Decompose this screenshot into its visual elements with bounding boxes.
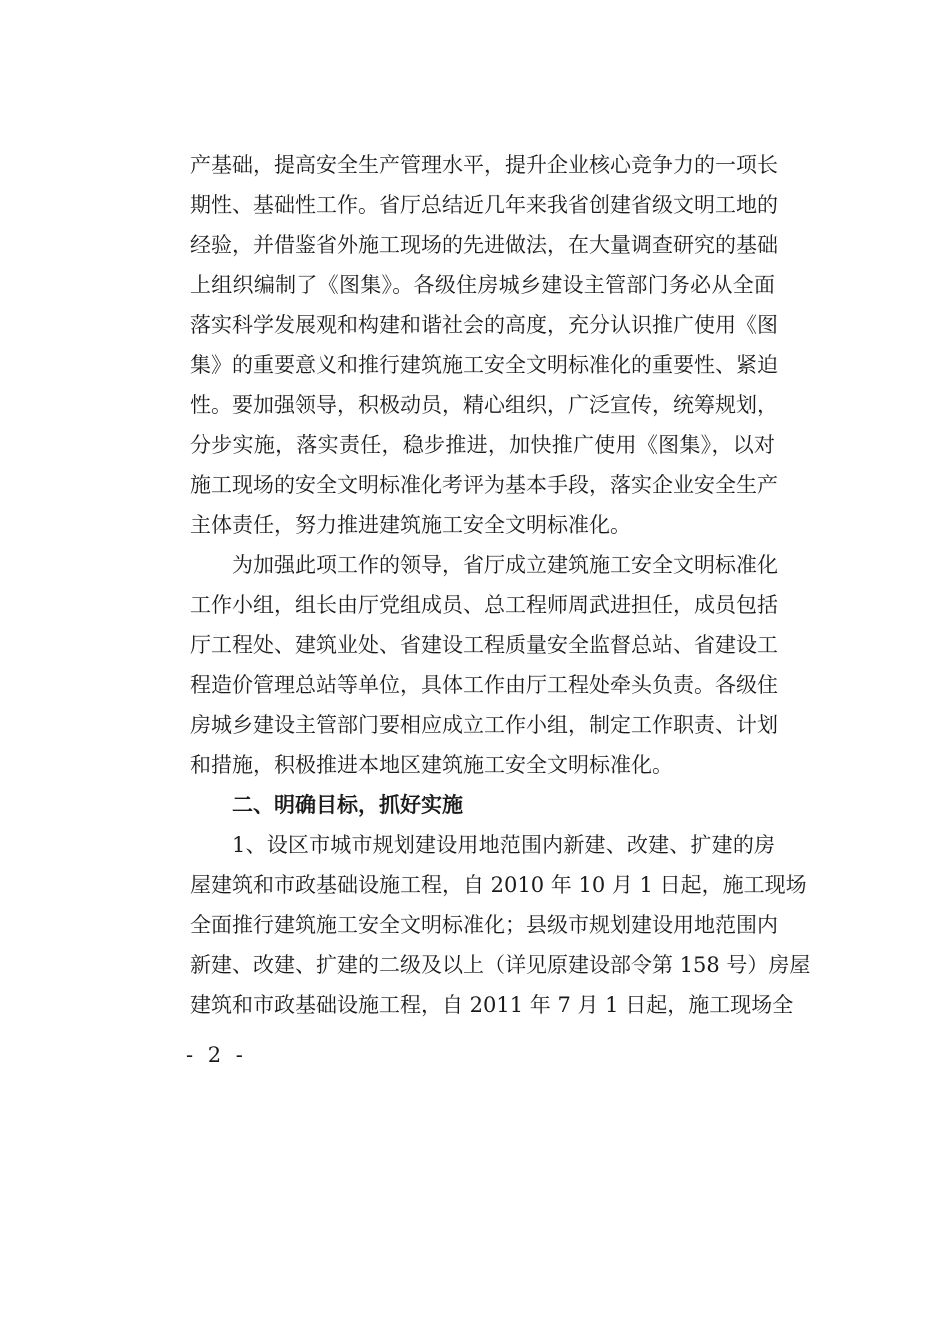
text-line: 新建、改建、扩建的二级及以上（详见原建设部令第 158 号）房屋 — [190, 953, 811, 977]
text-line: 程造价管理总站等单位，具体工作由厅工程处牵头负责。各级住 — [190, 673, 778, 697]
text-line: 落实科学发展观和构建和谐社会的高度，充分认识推广使用《图 — [190, 313, 778, 337]
text-line: 经验，并借鉴省外施工现场的先进做法，在大量调查研究的基础 — [190, 233, 778, 257]
text-line: 产基础，提高安全生产管理水平，提升企业核心竞争力的一项长 — [190, 153, 778, 177]
text-line: 施工现场的安全文明标准化考评为基本手段，落实企业安全生产 — [190, 473, 778, 497]
text-line: 期性、基础性工作。省厅总结近几年来我省创建省级文明工地的 — [190, 193, 778, 217]
paragraph-first-line: 1、设区市城市规划建设用地范围内新建、改建、扩建的房 — [232, 833, 775, 857]
text-line: 房城乡建设主管部门要相应成立工作小组，制定工作职责、计划 — [190, 713, 778, 737]
section-heading: 二、明确目标，抓好实施 — [232, 793, 463, 817]
paragraph-first-line: 为加强此项工作的领导，省厅成立建筑施工安全文明标准化 — [232, 553, 778, 577]
text-line: 主体责任，努力推进建筑施工安全文明标准化。 — [190, 513, 631, 537]
text-line: 厅工程处、建筑业处、省建设工程质量安全监督总站、省建设工 — [190, 633, 778, 657]
text-line: 分步实施，落实责任，稳步推进，加快推广使用《图集》，以对 — [190, 433, 775, 457]
text-line: 集》的重要意义和推行建筑施工安全文明标准化的重要性、紧迫 — [190, 353, 778, 377]
text-line: 性。要加强领导，积极动员，精心组织，广泛宣传，统筹规划， — [190, 393, 778, 417]
text-line: 和措施，积极推进本地区建筑施工安全文明标准化。 — [190, 753, 673, 777]
page-number: - 2 - — [186, 1043, 247, 1067]
text-line: 屋建筑和市政基础设施工程，自 2010 年 10 月 1 日起，施工现场 — [190, 873, 807, 897]
text-line: 建筑和市政基础设施工程，自 2011 年 7 月 1 日起，施工现场全 — [190, 993, 794, 1017]
text-line: 上组织编制了《图集》。各级住房城乡建设主管部门务必从全面 — [190, 273, 775, 297]
text-line: 全面推行建筑施工安全文明标准化；县级市规划建设用地范围内 — [190, 913, 778, 937]
text-line: 工作小组，组长由厅党组成员、总工程师周武进担任，成员包括 — [190, 593, 778, 617]
